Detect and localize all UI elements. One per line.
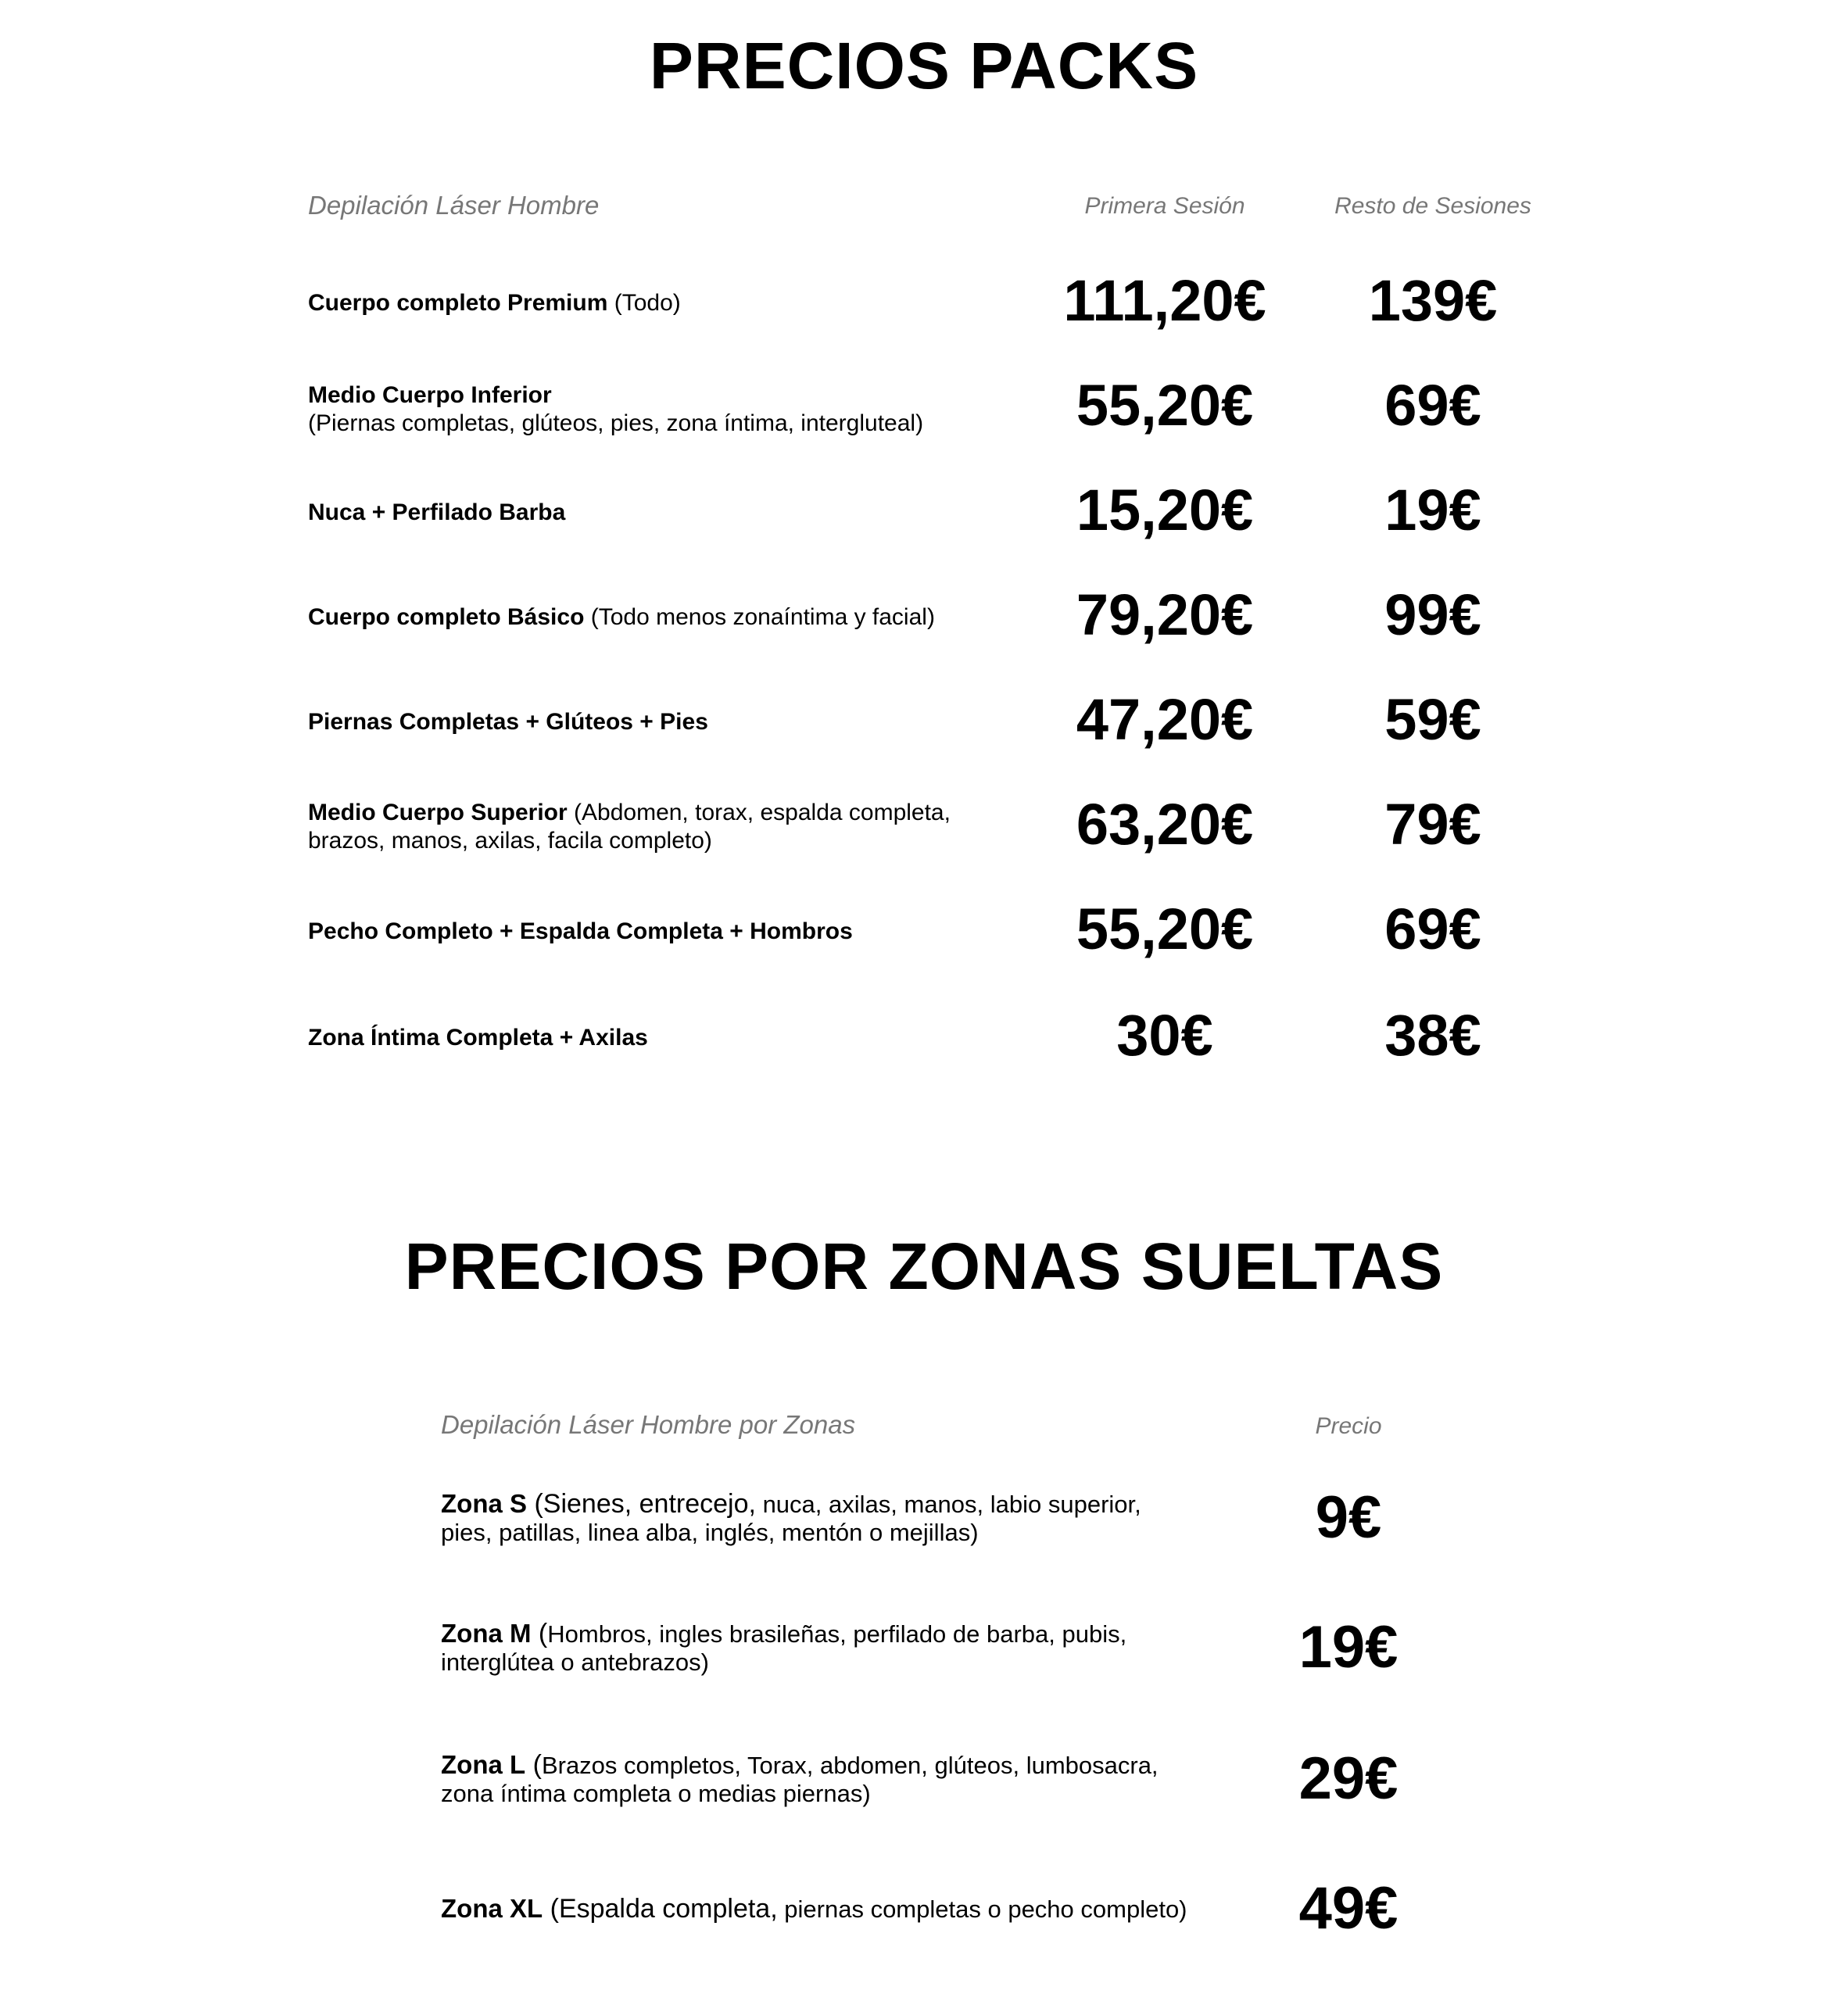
zone-price: 19€	[1298, 1614, 1399, 1681]
pack-rest-price: 69€	[1384, 897, 1481, 961]
pack-first-price: 111,20€	[1063, 268, 1266, 333]
pack-row-label	[308, 603, 935, 632]
zone-detail: piernas completas o pecho completo)	[777, 1895, 1187, 1923]
pack-first-price: 47,20€	[1076, 687, 1254, 752]
packs-header-rest: Resto de Sesiones	[1334, 193, 1531, 219]
pack-name: Nuca + Perfilado Barba	[308, 499, 566, 525]
zone-detail-line2: interglútea o antebrazos)	[441, 1648, 709, 1676]
pack-name: Piernas Completas + Glúteos + Pies	[308, 709, 708, 735]
pack-first-price: 79,20€	[1076, 582, 1254, 647]
pack-name: Zona Íntima Completa + Axilas	[308, 1025, 648, 1051]
zone-price: 9€	[1315, 1484, 1382, 1551]
zone-detail: Brazos completos, Torax, abdomen, glúteos, lumbosacra,	[541, 1752, 1159, 1779]
pack-rest-price: 69€	[1384, 373, 1481, 438]
packs-header-label: Depilación Láser Hombre	[308, 191, 600, 220]
zone-price: 29€	[1298, 1745, 1399, 1812]
pack-row-label	[308, 499, 565, 527]
pack-name: Pecho Completo + Espalda Completa + Hombros	[308, 918, 853, 944]
pack-detail: (Todo menos zonaíntima y facial)	[584, 604, 935, 630]
pack-detail-line2: (Piernas completas, glúteos, pies, zona íntima, intergluteal)	[308, 410, 924, 436]
pack-rest-price: 59€	[1384, 687, 1481, 752]
zone-name: Zona XL	[441, 1894, 543, 1923]
zone-row-label	[441, 1895, 1187, 1924]
zone-price: 49€	[1298, 1875, 1399, 1942]
zone-row-label	[441, 1620, 1126, 1677]
zone-name: Zona M	[441, 1619, 532, 1648]
pack-row-label	[308, 381, 923, 438]
zone-detail-big: (	[525, 1750, 542, 1780]
pack-rest-price: 19€	[1384, 478, 1481, 542]
pack-rest-price: 139€	[1368, 268, 1498, 333]
zone-name: Zona L	[441, 1750, 526, 1779]
pack-rest-price: 79€	[1384, 792, 1481, 857]
pack-detail: (Abdomen, torax, espalda completa,	[567, 800, 951, 825]
zone-detail-big: (	[531, 1619, 548, 1648]
pack-row-label	[308, 708, 708, 736]
packs-header-first: Primera Sesión	[1084, 193, 1245, 219]
pack-name: Cuerpo completo Premium	[308, 290, 608, 316]
zone-detail: nuca, axilas, manos, labio superior,	[755, 1491, 1141, 1518]
pack-detail-line2: brazos, manos, axilas, facila completo)	[308, 828, 712, 854]
pack-row-label	[308, 918, 853, 946]
zone-detail-line2: pies, patillas, linea alba, inglés, mentón o mejillas)	[441, 1519, 979, 1546]
pack-rest-price: 99€	[1384, 582, 1481, 647]
pack-name: Cuerpo completo Básico	[308, 604, 585, 630]
zone-row-label	[441, 1751, 1159, 1808]
zone-detail-big: (Sienes, entrecejo,	[527, 1489, 756, 1519]
pack-name: Medio Cuerpo Superior	[308, 800, 568, 825]
pack-rest-price: 38€	[1384, 1003, 1481, 1068]
pack-detail: (Todo)	[607, 290, 681, 316]
pack-name: Medio Cuerpo Inferior	[308, 382, 552, 408]
pack-first-price: 55,20€	[1076, 373, 1254, 438]
pack-row-label	[308, 1024, 648, 1052]
zone-detail: Hombros, ingles brasileñas, perfilado de barba, pubis,	[547, 1620, 1127, 1648]
pack-row-label	[308, 289, 681, 317]
pack-first-price: 15,20€	[1076, 478, 1254, 542]
zone-name: Zona S	[441, 1489, 528, 1518]
zone-detail-line2: zona íntima completa o medias piernas)	[441, 1780, 871, 1807]
zones-title: PRECIOS POR ZONAS SUELTAS	[404, 1230, 1444, 1303]
zones-header-label: Depilación Láser Hombre por Zonas	[441, 1410, 856, 1439]
pack-first-price: 63,20€	[1076, 792, 1254, 857]
pack-row-label	[308, 799, 951, 855]
packs-title: PRECIOS PACKS	[649, 29, 1199, 102]
zone-row-label	[441, 1490, 1141, 1547]
pack-first-price: 55,20€	[1076, 897, 1254, 961]
pack-first-price: 30€	[1116, 1003, 1213, 1068]
zone-detail-big: (Espalda completa,	[543, 1894, 778, 1924]
zones-header-price: Precio	[1315, 1413, 1382, 1439]
